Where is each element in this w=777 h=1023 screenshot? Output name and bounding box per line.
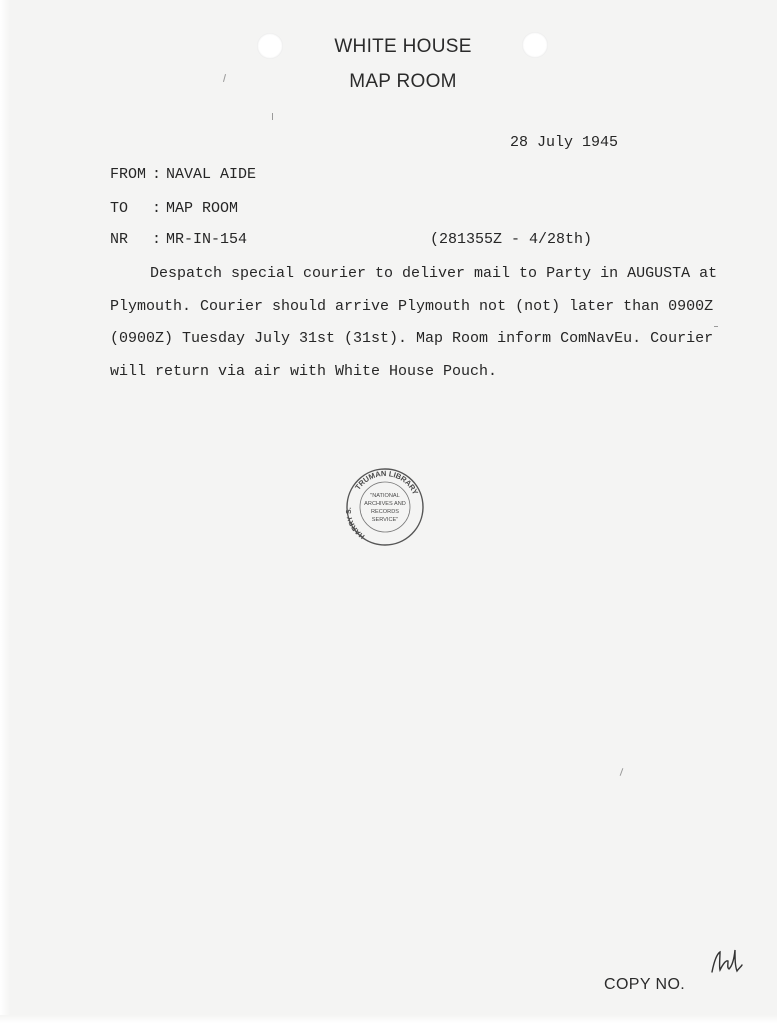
letterhead-white-house: WHITE HOUSE — [334, 36, 472, 57]
date-time-group: (281355Z - 4/28th) — [430, 231, 593, 248]
nr-label: NR — [110, 231, 129, 248]
nr-colon: : — [152, 231, 162, 248]
initials-stroke — [712, 950, 742, 972]
message-body — [110, 258, 718, 388]
paper-mark — [272, 113, 273, 120]
paper-mark — [620, 768, 624, 776]
to-label: TO — [110, 200, 129, 217]
paper-edge-left — [0, 0, 10, 1023]
paper-mark — [223, 74, 226, 82]
message-line-1: Despatch special courier to deliver mail to Party in AUGUSTA at — [150, 265, 718, 282]
stamp-inner-ring — [360, 482, 410, 532]
stamp-arc-left-text: HARRY S. — [345, 507, 367, 540]
paper-edge-bottom — [0, 1015, 777, 1023]
from-label: FROM — [110, 166, 147, 183]
document-date: 28 July 1945 — [510, 134, 619, 151]
handwritten-initials — [708, 938, 744, 978]
stamp-inner-line-4: SERVICE" — [371, 517, 399, 523]
to-colon: : — [152, 200, 162, 217]
letterhead-map-room: MAP ROOM — [349, 71, 457, 92]
from-colon: : — [152, 166, 162, 183]
to-value: MAP ROOM — [166, 200, 239, 217]
truman-library-stamp — [344, 466, 426, 548]
stamp-inner-line-2: ARCHIVES AND — [364, 501, 406, 507]
nr-value: MR-IN-154 — [166, 231, 248, 248]
paper-mark — [714, 326, 718, 327]
message-line-4: will return via air with White House Pouch. — [110, 362, 498, 380]
stamp-inner-line-1: "NATIONAL — [370, 493, 400, 499]
stamp-inner-line-3: RECORDS — [371, 509, 399, 515]
message-line-2: Plymouth. Courier should arrive Plymouth not (not) later than 0900Z — [110, 297, 714, 315]
stamp-arc-top-text: TRUMAN LIBRARY — [353, 468, 421, 497]
message-line-3: (0900Z) Tuesday July 31st (31st). Map Room inform ComNavEu. Courier — [110, 330, 714, 347]
copy-number-label: COPY NO. — [604, 976, 686, 993]
from-value: NAVAL AIDE — [166, 166, 257, 183]
